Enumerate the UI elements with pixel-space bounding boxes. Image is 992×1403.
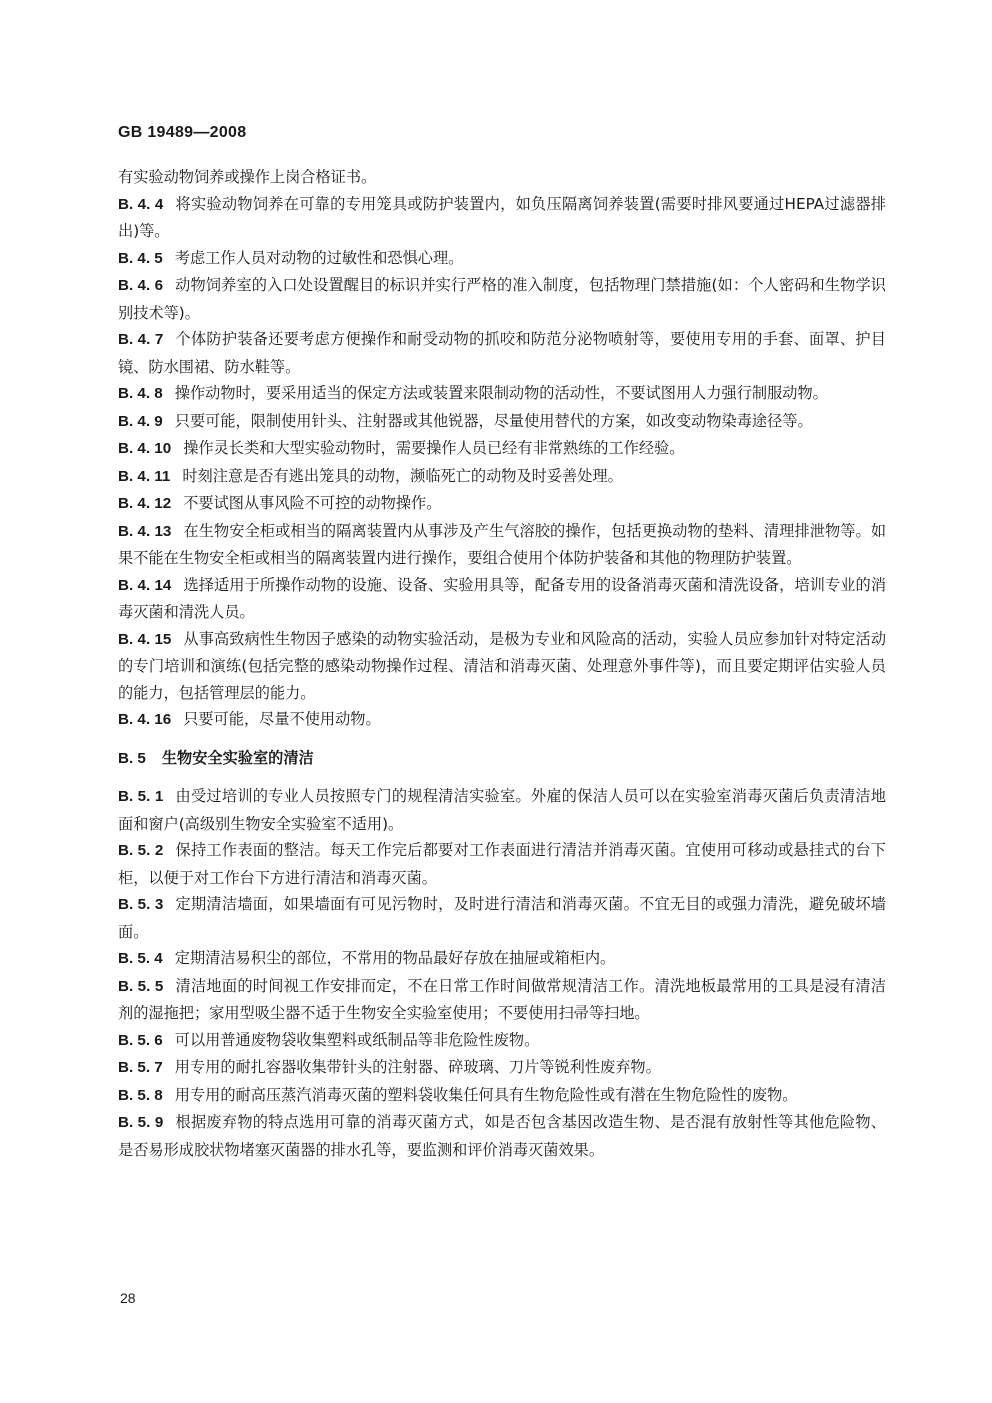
paragraph-text: 考虑工作人员对动物的过敏性和恐惧心理。 (174, 248, 464, 267)
paragraph-b-4-13 (118, 518, 886, 572)
clause-number: B. 5. 3 (118, 896, 164, 913)
standard-code-header: GB 19489—2008 (118, 124, 247, 141)
clause-number: B. 5. 2 (118, 842, 164, 859)
paragraph-b-5-6 (118, 1027, 886, 1055)
document-body (118, 164, 886, 1163)
clause-number: B. 4. 15 (118, 630, 172, 648)
paragraph-text: 可以用普通废物袋收集塑料或纸制品等非危险性废物。 (174, 1030, 540, 1049)
clause-number: B. 5. 5 (118, 977, 164, 995)
paragraph-text: 由受过培训的专业人员按照专门的规程清洁实验室。外雇的保洁人员可以在实验室消毒灭菌后负责清洁地面和窗户(高级别生物安全实验室不适用)。 (118, 787, 886, 833)
clause-number: B. 5. 9 (118, 1114, 164, 1131)
paragraph-text: 用专用的耐高压蒸汽消毒灭菌的塑料袋收集任何具有生物危险性或有潜在生物危险性的废物。 (174, 1085, 798, 1104)
paragraph-b-5-3 (118, 891, 886, 945)
paragraph-b-4-16 (118, 706, 886, 734)
paragraph-b-5-7 (118, 1054, 886, 1082)
paragraph-text: 用专用的耐扎容器收集带针头的注射器、碎玻璃、刀片等锐利性废弃物。 (174, 1058, 661, 1076)
paragraph-text: 定期清洁易积尘的部位，不常用的物品最好存放在抽屉或箱柜内。 (174, 949, 616, 967)
clause-number: B. 4. 7 (118, 331, 164, 348)
paragraph-text: 在生物安全柜或相当的隔离装置内从事涉及产生气溶胶的操作，包括更换动物的垫料、清理排泄物等。如果不能在生物安全柜或相当的隔离装置内进行操作，要组合使用个体防护装备和其他的物理防护装置。 (118, 521, 887, 567)
clause-number: B. 5. 1 (118, 788, 164, 805)
clause-number: B. 5. 6 (118, 1031, 163, 1049)
paragraph-b-4-11 (118, 463, 886, 491)
clause-number: B. 5. 4 (118, 950, 163, 967)
paragraph-b-4-8 (118, 380, 886, 408)
clause-number: B. 4. 6 (118, 277, 164, 294)
clause-number: B. 5. 8 (118, 1086, 163, 1104)
paragraph-b-4-9 (118, 408, 886, 436)
section-title: 生物安全实验室的清洁 (161, 748, 314, 767)
paragraph-b-5-8 (118, 1082, 886, 1110)
paragraph-text: 从事高致病性生物因子感染的动物实验活动，是极为专业和风险高的活动，实验人员应参加针对特定活动的专门培训和演练(包括完整的感染动物操作过程、清洁和消毒灭菌、处理意外事件等)，而且要定期评估实验人员的能力，包括管理层的能力。 (118, 629, 887, 702)
paragraph-text: 有实验动物饲养或操作上岗合格证书。 (118, 168, 377, 186)
clause-number: B. 4. 4 (118, 195, 164, 213)
paragraph-b-4-14 (118, 572, 886, 626)
paragraph-text: 清洁地面的时间视工作安排而定，不在日常工作时间做常规清洁工作。清洗地板最常用的工具是浸有清洁剂的湿拖把；家用型吸尘器不适于生物安全实验室使用；不要使用扫帚等扫地。 (118, 976, 886, 1022)
paragraph-b-4-10 (118, 435, 886, 463)
paragraph-b-4-6 (118, 272, 886, 326)
paragraph-text: 将实验动物饲养在可靠的专用笼具或防护装置内，如负压隔离饲养装置(需要时排风要通过HEPA过滤器排出)等。 (118, 194, 886, 240)
clause-number: B. 5. 7 (118, 1059, 163, 1076)
paragraph-b-4-5 (118, 245, 886, 273)
paragraph-text: 不要试图从事风险不可控的动物操作。 (183, 494, 442, 512)
paragraph-b-5-1 (118, 783, 886, 837)
paragraph-b-5-9 (118, 1109, 886, 1163)
paragraph-text: 选择适用于所操作动物的设施、设备、实验用具等，配备专用的设备消毒灭菌和清洗设备，培训专业的消毒灭菌和清洗人员。 (118, 575, 887, 621)
paragraph-text: 只要可能，尽量不使用动物。 (183, 710, 381, 728)
paragraph-text: 动物饲养室的入口处设置醒目的标识并实行严格的准入制度，包括物理门禁措施(如：个人密码和生物学识别技术等)。 (118, 276, 886, 322)
paragraph-text: 个体防护装备还要考虑方便操作和耐受动物的抓咬和防范分泌物喷射等，要使用专用的手套、面罩、护目镜、防水围裙、防水鞋等。 (118, 330, 886, 376)
clause-number: B. 4. 13 (118, 522, 172, 540)
clause-number: B. 4. 16 (118, 711, 172, 728)
paragraph-b-5-2 (118, 837, 886, 891)
clause-number: B. 4. 5 (118, 249, 163, 267)
paragraph-b-5-5 (118, 973, 886, 1027)
clause-number: B. 4. 9 (118, 412, 163, 430)
clause-number: B. 4. 12 (118, 495, 172, 512)
paragraph-text: 定期清洁墙面，如果墙面有可见污物时，及时进行清洁和消毒灭菌。不宜无目的或强力清洗，避免破坏墙面。 (118, 895, 886, 941)
paragraph-text: 根据废弃物的特点选用可靠的消毒灭菌方式，如是否包含基因改造生物、是否混有放射性等其他危险物、是否易形成胶状物堵塞灭菌器的排水孔等，要监测和评价消毒灭菌效果。 (118, 1113, 886, 1159)
paragraph-b-4-12 (118, 490, 886, 518)
paragraph-text: 操作动物时，要采用适当的保定方法或装置来限制动物的活动性，不要试图用人力强行制服动物。 (174, 384, 828, 402)
paragraph-continuation (118, 164, 886, 191)
paragraph-b-4-4 (118, 191, 886, 245)
clause-number: B. 4. 11 (118, 467, 171, 485)
paragraph-text: 只要可能，限制使用针头、注射器或其他锐器，尽量使用替代的方案，如改变动物染毒途径等。 (174, 411, 813, 430)
section-heading-b-5 (118, 745, 886, 773)
paragraph-b-4-15 (118, 626, 886, 707)
page-number: 28 (120, 1290, 136, 1306)
clause-number: B. 4. 14 (118, 576, 172, 594)
clause-number: B. 4. 8 (118, 385, 163, 402)
clause-number: B. 4. 10 (118, 440, 172, 457)
paragraph-b-4-7 (118, 326, 886, 380)
section-number: B. 5 (118, 749, 146, 767)
paragraph-text: 时刻注意是否有逃出笼具的动物，濒临死亡的动物及时妥善处理。 (182, 466, 623, 485)
paragraph-text: 操作灵长类和大型实验动物时，需要操作人员已经有非常熟练的工作经验。 (183, 439, 685, 457)
paragraph-text: 保持工作表面的整洁。每天工作完后都要对工作表面进行清洁并消毒灭菌。宜使用可移动或悬挂式的台下柜，以便于对工作台下方进行清洁和消毒灭菌。 (118, 841, 886, 887)
paragraph-b-5-4 (118, 945, 886, 973)
